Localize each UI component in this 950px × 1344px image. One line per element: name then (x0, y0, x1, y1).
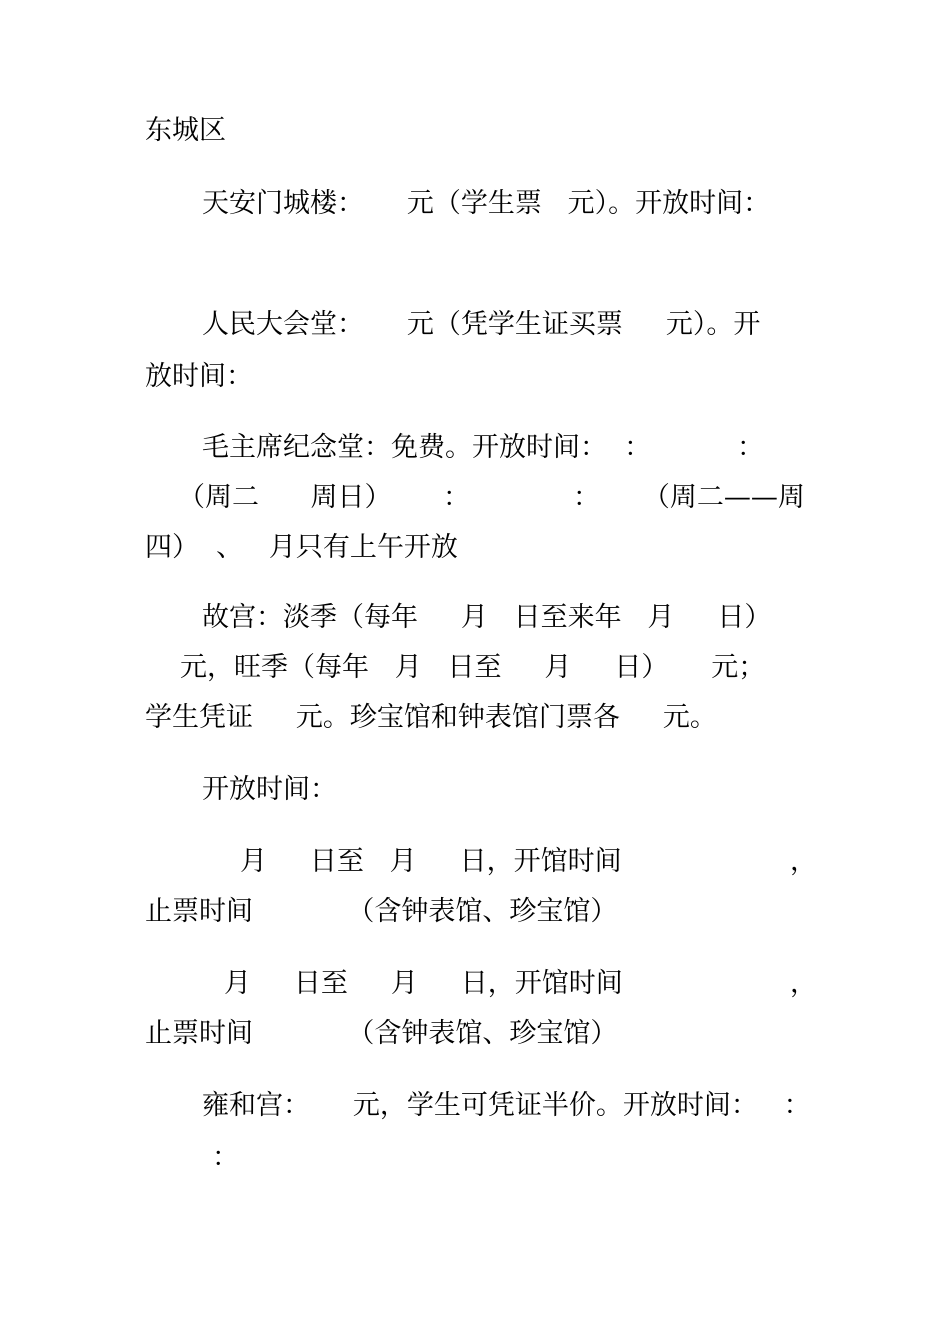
mao-line-3: 四） 、 月只有上午开放 (145, 532, 458, 563)
gugong-line-2: 元，旺季（每年 月 日至 月 日） 元； (180, 652, 766, 683)
season1-line-2: 止票时间 （含钟表馆、珍宝馆） (145, 896, 618, 927)
hours-title: 开放时间： (202, 774, 337, 805)
district-heading: 东城区 (145, 115, 226, 146)
season1-comma: ， (790, 846, 817, 877)
gugong-line-1: 故宫：淡季（每年 月 日至来年 月 日） (202, 602, 772, 633)
gugong-line-3: 学生凭证 元。珍宝馆和钟表馆门票各 元。 (145, 702, 717, 733)
mao-line-1: 毛主席纪念堂：免费。开放时间： ： ： (202, 432, 764, 463)
renmin-line-1: 人民大会堂： 元（凭学生证买票 元）。开 (202, 309, 761, 340)
mao-line-2: （周二 周日） ： ： （周二——周 (178, 482, 805, 513)
season1-line-1: 月 日至 月 日，开馆时间 (240, 846, 622, 877)
season2-line-1: 月 日至 月 日，开馆时间 (224, 968, 623, 999)
yonghegong-line-2: ： (212, 1142, 239, 1173)
tiananmen-line-1: 天安门城楼： 元（学生票 元）。开放时间： (202, 188, 771, 219)
yonghegong-line-1: 雍和宫： 元，学生可凭证半价。开放时间： ： (202, 1090, 811, 1121)
renmin-line-2: 放时间： (145, 361, 253, 392)
season2-line-2: 止票时间 （含钟表馆、珍宝馆） (145, 1018, 618, 1049)
season2-comma: ， (790, 968, 817, 999)
